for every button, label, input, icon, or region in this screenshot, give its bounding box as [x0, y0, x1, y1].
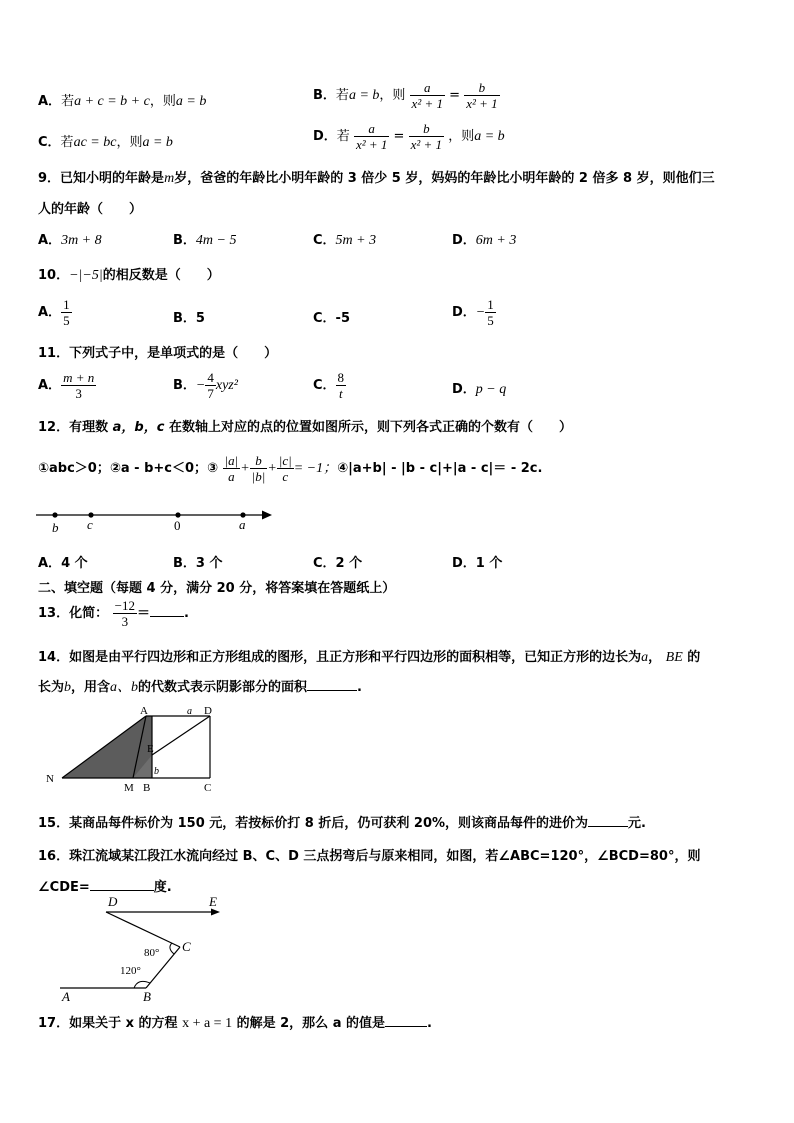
label-C: C [204, 782, 212, 794]
q12-option-a: A．4 个 [38, 556, 88, 571]
q9-option-d: D．6m + 3 [452, 233, 517, 248]
label-a: a [239, 517, 246, 532]
q10-option-c: C．-5 [313, 311, 350, 326]
label-side-a: a [187, 706, 192, 717]
q9-line-1: 9．已知小明的年龄是m岁，爸爸的年龄比小明年龄的 3 倍少 5 岁，妈妈的年龄比小明年龄的 2 倍多 8 岁，则他们三 [38, 171, 715, 186]
q9-option-a: A．3m + 8 [38, 233, 102, 248]
q9-option-b: B．4m − 5 [173, 233, 237, 248]
q11-option-c: C． $\frac{8}{t}$ [313, 370, 345, 401]
label-D: D [204, 705, 212, 717]
point-b [52, 512, 57, 517]
number-line-figure [36, 503, 276, 537]
label-C: C [182, 939, 191, 954]
q16-answer-blank[interactable] [90, 890, 154, 891]
q9-option-c: C．5m + 3 [313, 233, 377, 248]
angle-arc-C [170, 943, 174, 954]
number-line-arrowhead [262, 511, 272, 520]
q13-answer-blank[interactable] [150, 616, 184, 617]
label-M: M [124, 782, 134, 794]
q11-stem: 11．下列式子中，是单项式的是（ ） [38, 346, 278, 361]
q15: 15．某商品每件标价为 150 元，若按标价打 8 折后，仍可获利 20%，则该商品每件的进价为 元. [38, 816, 646, 831]
q16-line-1: 16．珠江流域某江段江水流向经过 B、C、D 三点拐弯后与原来相同，如图，若∠ABC=120°，∠BCD=80°，则 [38, 849, 701, 864]
angle-80-label: 80° [144, 947, 160, 959]
label-A: A [62, 989, 70, 1002]
label-side-b: b [154, 766, 159, 777]
q12-stem: 12．有理数 a，b，c 在数轴上对应的点的位置如图所示，则下列各式正确的个数有（ ） [38, 420, 572, 435]
parallelogram-square-figure [44, 704, 224, 800]
q15-answer-blank[interactable] [588, 826, 628, 827]
q8d-fraction-2: $\frac{b}{\text{x² + 1}}$ [410, 121, 443, 152]
q16-line-2: ∠CDE= 度. [38, 880, 172, 895]
q10-stem: 10．−|−5|的相反数是（ ） [38, 268, 220, 283]
label-B: B [143, 989, 151, 1002]
label-N: N [46, 773, 54, 785]
label-D: D [108, 894, 118, 909]
angle-120-label: 120° [120, 965, 141, 977]
q10-option-b: B．5 [173, 311, 205, 326]
q13: 13．化简： $\frac{-12}{3}$ ＝ . [38, 598, 189, 629]
q10-option-d: D．− $\frac{1}{5}$ [452, 297, 494, 328]
q11-option-d: D．p − q [452, 382, 507, 397]
q17-answer-blank[interactable] [385, 1026, 427, 1027]
q10-option-a: A． $\frac{1}{5}$ [38, 297, 70, 328]
q8b-fraction-2: $\frac{b}{\text{x² + 1}}$ [466, 80, 498, 111]
q12-option-d: D．1 个 [452, 556, 503, 571]
river-bend-figure [54, 894, 234, 1002]
label-A: A [140, 705, 148, 717]
q8b-fraction-1: $\frac{a}{\text{x² + 1}}$ [411, 80, 443, 111]
q12-option-b: B．3 个 [173, 556, 223, 571]
q12-option-c: C．2 个 [313, 556, 363, 571]
q8d-fraction-1: $\frac{a}{\text{x² + 1}}$ [355, 121, 388, 152]
label-c: c [87, 517, 93, 532]
q8-option-b: B．若a = b，则 $\frac{a}{\text{x² + 1}}$ = $\frac{b}{\text{x² + 1}}$ [313, 80, 498, 111]
label-B: B [143, 782, 151, 794]
q11-option-a: A． $\frac{m + n}{3}$ [38, 370, 95, 401]
q14-line-1: 14．如图是由平行四边形和正方形组成的图形，且正方形和平行四边形的面积相等，已知正方形的边长为a， BE 的 [38, 650, 701, 665]
q14-answer-blank[interactable] [307, 690, 357, 691]
point-zero [175, 512, 180, 517]
label-E: E [209, 894, 217, 909]
section-heading: 二、填空题（每题 4 分，满分 20 分，将答案填在答题纸上） [38, 581, 396, 596]
q8-option-c: C．若ac = bc，则a = b [38, 135, 173, 150]
line-DC [106, 912, 180, 947]
label-zero: 0 [174, 518, 181, 533]
q14-line-2: 长为b，用含a、b的代数式表示阴影部分的面积 . [38, 680, 362, 695]
q17: 17．如果关于 x 的方程 x + a = 1 的解是 2，那么 a 的值是 . [38, 1016, 432, 1031]
edge-ED [152, 716, 210, 755]
q8-option-d: D．若 $\frac{a}{\text{x² + 1}}$ = $\frac{b}{\text{x² + 1}}$ ，则a = b [313, 121, 505, 152]
q12-statements: ①abc＞0；②a - b+c＜0；③ $\frac{|a|}{a}$ + $\frac{b}{|b|}$ + $\frac{|c|}{c}$ = −1；④|a+b| - |b - c|+|a - c|＝ - 2c. [38, 453, 543, 484]
label-E: E [147, 743, 154, 755]
q8-option-a: A．若a + c = b + c，则a = b [38, 94, 207, 109]
label-b: b [52, 520, 59, 535]
arrow-E [211, 909, 220, 916]
q9-line-2: 人的年龄（ ） [38, 202, 143, 217]
q11-option-b: B．− $\frac{4}{7}$ xyz² [173, 370, 238, 401]
